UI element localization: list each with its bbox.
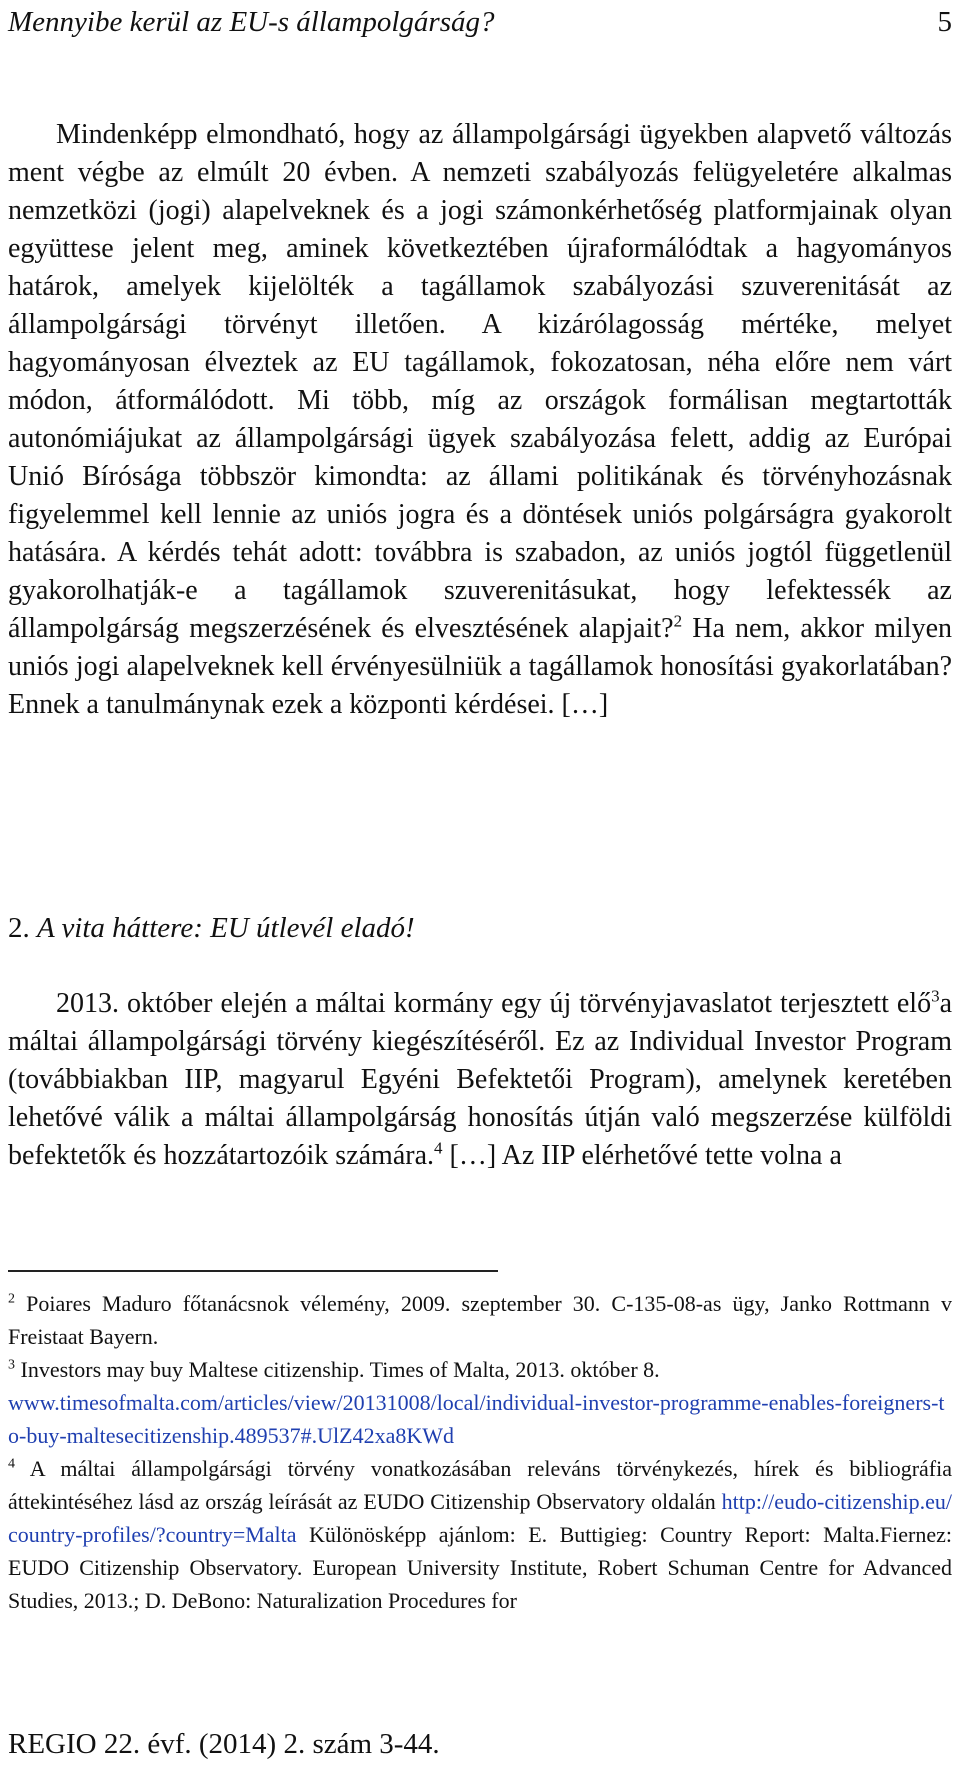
footnote-divider xyxy=(8,1270,498,1272)
footnote-4-link[interactable]: http://eudo-citizenship.eu/country-profiles/?country=Malta xyxy=(8,1489,953,1547)
footnote-3 xyxy=(8,1353,952,1452)
footnote-3-text: Investors may buy Maltese citizenship. Times of Malta, 2013. október 8. xyxy=(20,1357,660,1382)
footnote-ref-2[interactable]: 2 xyxy=(673,611,683,631)
paragraph-2 xyxy=(8,985,952,1175)
footnote-ref-4[interactable]: 4 xyxy=(434,1138,443,1158)
footnote-2-text: Poiares Maduro főtanácsnok vélemény, 2009. szeptember 30. C-135-08-as ügy, Janko Rottmann v Freistaat Bayern. xyxy=(8,1291,953,1349)
paragraph-1-text-b: Ha nem, akkor milyen uniós jogi alapelveknek kell érvényesülniük a tagállamok honosítási gyakorlatában? Ennek a tanulmánynak ezek a központi kérdései. […] xyxy=(8,613,953,720)
running-title: Mennyibe kerül az EU-s állampolgárság? xyxy=(8,6,495,38)
footnote-4 xyxy=(8,1452,952,1617)
footnote-2 xyxy=(8,1287,952,1353)
paragraph-1 xyxy=(8,116,952,724)
page-footer-citation: REGIO 22. évf. (2014) 2. szám 3-44. xyxy=(8,1728,440,1760)
running-header xyxy=(8,2,952,42)
footnote-2-number: 2 xyxy=(8,1291,15,1307)
footnote-4-number: 4 xyxy=(8,1456,15,1472)
paragraph-1-text-a: Mindenképp elmondható, hogy az állampolgársági ügyekben alapvető változás ment végbe az elmúlt 20 évben. A nemzeti szabályozás felügyeletére alkalmas nemzetközi (jogi) alapelveknek és a jogi számonkérhetőség platformjainak olyan együttese jelent meg, aminek következtében újraformálódtak a hagyományos határok, amelyek kijelölték a tagállamok szabályozási szuverenitását az állampolgársági törvényt illetően. A kizárólagosság mértéke, melyet hagyományosan élveztek az EU tagállamok, fokozatosan, néha előre nem várt módon, átformálódott. Mi több, míg az országok formálisan megtartották autonómiájukat az állampolgársági ügyek szabályozása felett, addig az Európai Unió Bírósága többször kimondta: az állami politikának és törvényhozásnak figyelemmel kell lennie az uniós jogra és a döntések uniós polgárságra gyakorolt hatására. A kérdés tehát adott: továbbra is szabadon, az uniós jogtól függetlenül gyakorolhatják-e a tagállamok szuverenitásukat, hogy lefektessék az állampolgárság megszerzésének és elvesztésének alapjait? xyxy=(8,119,952,644)
section-number: 2. xyxy=(8,912,30,944)
footnote-3-number: 3 xyxy=(8,1357,15,1373)
section-heading xyxy=(8,909,415,947)
paragraph-2-text-a: 2013. október elején a máltai kormány egy új törvényjavaslatot terjesztett elő xyxy=(56,988,932,1019)
paragraph-2-text-c: […] Az IIP elérhetővé tette volna a xyxy=(442,1140,842,1171)
page-number: 5 xyxy=(937,6,952,38)
footnotes xyxy=(8,1287,952,1617)
body-text-2 xyxy=(8,985,952,1175)
footnote-3-link[interactable]: www.timesofmalta.com/articles/view/20131008/local/individual-investor-programme-enables-foreigners-to-buy-maltesecitizenship.489537#.UlZ42xa8KWd xyxy=(8,1390,945,1448)
body-text xyxy=(8,116,952,724)
footnote-4-text: A máltai állampolgársági törvény vonatkozásában releváns törvénykezés, hírek és bibliográfia áttekintéséhez lásd az ország leírását az EUDO Citizenship Observatory oldalán xyxy=(8,1456,953,1514)
paragraph-2-text-b: a máltai állampolgársági törvény kiegészítéséről. Ez az Individual Investor Program (továbbiakban IIP, magyarul Egyéni Befektetői Program), amelynek keretében lehetővé válik a máltai állampolgárság honosítás útján való megszerzése külföldi befektetők és hozzátartozóik számára. xyxy=(8,988,952,1171)
footnote-4-text-after: Különösképp ajánlom: E. Buttigieg: Country Report: Malta.Fiernez: EUDO Citizenship Observatory. European University Institute, Robert Schuman Centre for Advanced Studies, 2013.; D. DeBono: Naturalization Procedures for xyxy=(8,1522,952,1613)
footnote-ref-3[interactable]: 3 xyxy=(931,986,940,1006)
section-title: A vita háttere: EU útlevél eladó! xyxy=(37,912,415,944)
